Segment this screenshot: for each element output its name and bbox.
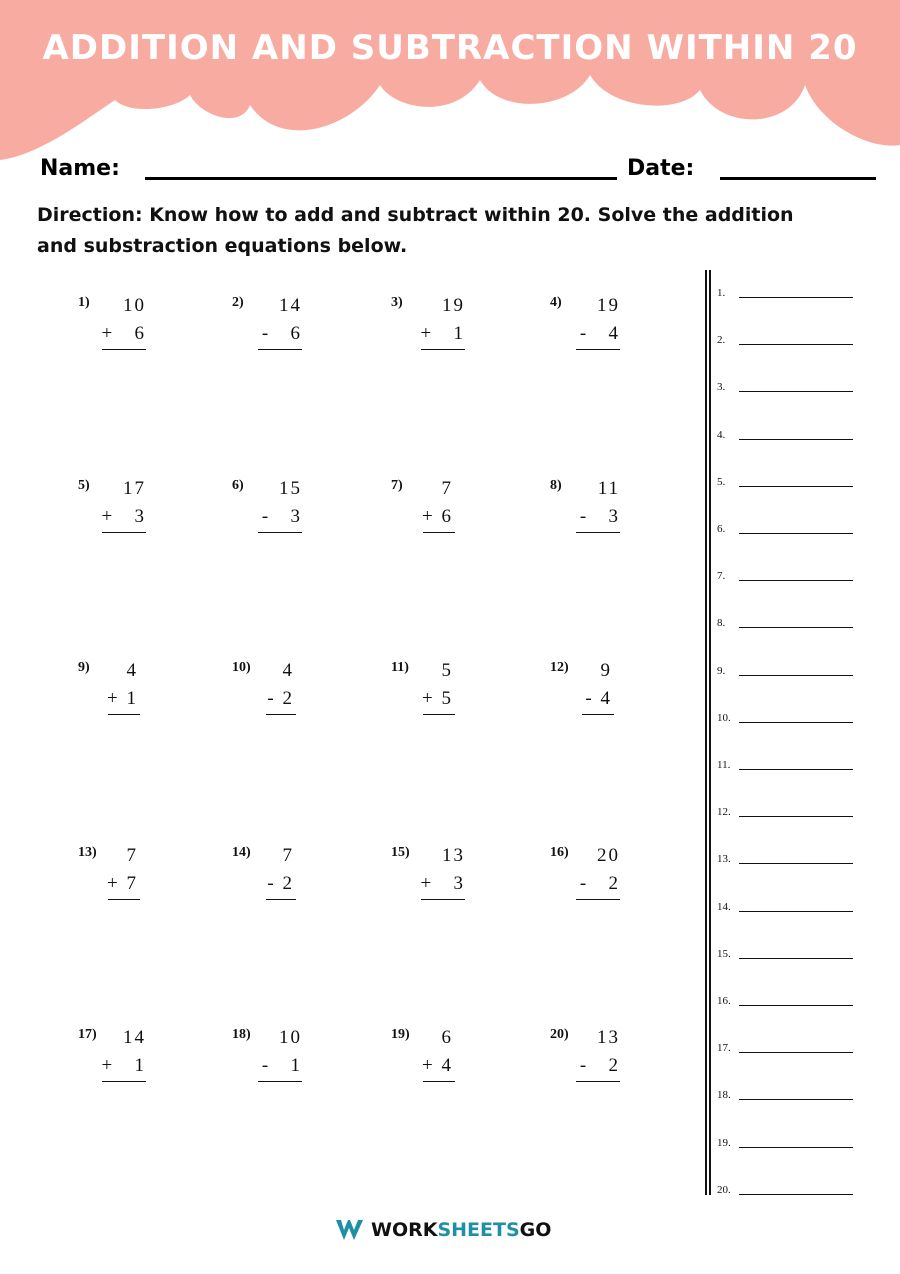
- problem-answer-line: [582, 714, 614, 715]
- problem-answer-line: [102, 1081, 146, 1082]
- answer-number: 4.: [717, 428, 726, 441]
- answer-number: 15.: [717, 947, 731, 960]
- problem-9: [78, 660, 146, 720]
- problem-number: 6): [232, 478, 244, 493]
- answer-blank[interactable]: [739, 675, 853, 676]
- problem-18: [232, 1027, 302, 1087]
- problem-4: [550, 295, 620, 355]
- problem-bottom-operand: - 2: [267, 688, 294, 709]
- problem-answer-line: [266, 899, 296, 900]
- problem-answer-line: [421, 349, 465, 350]
- problem-answer-line: [258, 532, 302, 533]
- name-label: Name:: [40, 156, 120, 181]
- answer-item: [717, 476, 725, 488]
- problem-answer-line: [423, 1081, 455, 1082]
- answer-number: 5.: [717, 475, 726, 488]
- answer-item: [717, 1184, 731, 1196]
- scalloped-banner: [0, 0, 900, 160]
- answer-blank[interactable]: [739, 722, 853, 723]
- problem-answer-line: [102, 532, 146, 533]
- answer-number: 19.: [717, 1136, 731, 1149]
- direction-text: Direction: Know how to add and subtract within 20. Solve the addition and substraction equations below.: [37, 204, 794, 257]
- problem-7: [391, 478, 465, 538]
- problem-12: [550, 660, 620, 720]
- problem-number: 1): [78, 295, 90, 310]
- answer-number: 2.: [717, 334, 726, 347]
- answer-blank[interactable]: [739, 580, 853, 581]
- problem-19: [391, 1027, 465, 1087]
- problem-number: 16): [550, 845, 569, 860]
- answer-blank[interactable]: [739, 958, 853, 959]
- problem-8: [550, 478, 620, 538]
- problem-answer-line: [102, 349, 146, 350]
- problem-bottom-operand: - 1: [261, 1055, 302, 1076]
- answer-number: 8.: [717, 617, 726, 630]
- problem-top-operand: 9: [600, 660, 612, 681]
- answer-number: 11.: [717, 759, 731, 771]
- problem-top-operand: 15: [279, 478, 302, 499]
- answer-blank[interactable]: [739, 1194, 853, 1195]
- problem-15: [391, 845, 465, 905]
- problem-top-operand: 10: [279, 1027, 302, 1048]
- problem-number: 13): [78, 845, 97, 860]
- problem-top-operand: 13: [442, 845, 465, 866]
- problem-answer-line: [421, 899, 465, 900]
- problem-number: 15): [391, 845, 410, 860]
- problem-number: 5): [78, 478, 90, 493]
- problem-13: [78, 845, 146, 905]
- answer-item: [717, 570, 725, 582]
- problem-bottom-operand: + 6: [101, 323, 146, 344]
- problem-answer-line: [108, 899, 140, 900]
- answer-blank[interactable]: [739, 486, 853, 487]
- problem-number: 17): [78, 1027, 97, 1042]
- answer-blank[interactable]: [739, 344, 853, 345]
- problem-1: [78, 295, 146, 355]
- answer-blank[interactable]: [739, 1005, 853, 1006]
- answer-item: [717, 1137, 731, 1149]
- problem-answer-line: [258, 1081, 302, 1082]
- problem-answer-line: [423, 532, 455, 533]
- answer-blank[interactable]: [739, 1147, 853, 1148]
- problem-11: [391, 660, 465, 720]
- problem-bottom-operand: + 1: [101, 1055, 146, 1076]
- answer-blank[interactable]: [739, 769, 853, 770]
- logo-text-work: WORK: [371, 1219, 438, 1241]
- problem-number: 9): [78, 660, 90, 675]
- answer-item: [717, 1089, 731, 1101]
- answer-item: [717, 429, 725, 441]
- problem-answer-line: [423, 714, 455, 715]
- answer-item: [717, 665, 725, 677]
- problem-top-operand: 10: [123, 295, 146, 316]
- problem-number: 18): [232, 1027, 251, 1042]
- answer-item: [717, 806, 731, 818]
- answer-number: 3.: [717, 381, 726, 394]
- answer-item: [717, 712, 731, 724]
- answer-blank[interactable]: [739, 627, 853, 628]
- problem-bottom-operand: - 3: [579, 506, 620, 527]
- problem-answer-line: [576, 349, 620, 350]
- problem-number: 3): [391, 295, 403, 310]
- date-field[interactable]: [720, 177, 876, 180]
- problem-bottom-operand: + 3: [420, 873, 465, 894]
- answer-item: [717, 948, 731, 960]
- answer-item: [717, 1042, 731, 1054]
- problem-top-operand: 7: [282, 845, 294, 866]
- answer-number: 10.: [717, 711, 731, 724]
- problem-answer-line: [576, 1081, 620, 1082]
- answer-item: [717, 617, 725, 629]
- problem-top-operand: 7: [126, 845, 138, 866]
- answer-item: [717, 334, 725, 346]
- problem-top-operand: 4: [126, 660, 138, 681]
- problem-number: 19): [391, 1027, 410, 1042]
- answer-number: 18.: [717, 1089, 731, 1102]
- problem-number: 7): [391, 478, 403, 493]
- answer-blank[interactable]: [739, 911, 853, 912]
- problem-top-operand: 4: [282, 660, 294, 681]
- answer-blank[interactable]: [739, 863, 853, 864]
- problem-answer-line: [576, 532, 620, 533]
- problem-bottom-operand: - 3: [261, 506, 302, 527]
- worksheet-title: ADDITION AND SUBTRACTION WITHIN 20: [42, 28, 858, 68]
- problem-answer-line: [266, 714, 296, 715]
- answer-number: 7.: [717, 570, 726, 583]
- problem-answer-line: [576, 899, 620, 900]
- problem-number: 4): [550, 295, 562, 310]
- answer-divider: [705, 270, 711, 1195]
- answer-item: [717, 901, 731, 913]
- problem-top-operand: 11: [597, 478, 620, 499]
- problem-number: 20): [550, 1027, 569, 1042]
- problem-5: [78, 478, 146, 538]
- problem-top-operand: 14: [279, 295, 302, 316]
- logo-text-go: GO: [519, 1219, 552, 1241]
- answer-blank[interactable]: [739, 297, 853, 298]
- name-field[interactable]: [145, 177, 617, 180]
- worksheetsgo-logo-icon: [335, 1218, 365, 1242]
- answer-blank[interactable]: [739, 533, 853, 534]
- answer-number: 14.: [717, 900, 731, 913]
- answer-number: 6.: [717, 523, 726, 535]
- answer-number: 13.: [717, 853, 731, 866]
- answer-item: [717, 523, 725, 535]
- problem-bottom-operand: - 2: [579, 873, 620, 894]
- problem-bottom-operand: + 1: [107, 688, 138, 709]
- problem-10: [232, 660, 302, 720]
- problem-bottom-operand: + 1: [420, 323, 465, 344]
- problem-bottom-operand: - 6: [261, 323, 302, 344]
- problem-top-operand: 13: [597, 1027, 620, 1048]
- problem-bottom-operand: + 5: [422, 688, 453, 709]
- answer-item: [717, 995, 731, 1007]
- problem-3: [391, 295, 465, 355]
- problem-top-operand: 7: [441, 478, 453, 499]
- problem-bottom-operand: + 7: [107, 873, 138, 894]
- problem-number: 10): [232, 660, 251, 675]
- problem-16: [550, 845, 620, 905]
- answer-number: 20.: [717, 1183, 731, 1196]
- answer-item: [717, 853, 731, 865]
- answer-blank[interactable]: [739, 439, 853, 440]
- answer-item: [717, 287, 725, 299]
- problem-6: [232, 478, 302, 538]
- problem-top-operand: 20: [597, 845, 620, 866]
- problem-answer-line: [108, 714, 140, 715]
- answer-number: 17.: [717, 1042, 731, 1055]
- problem-top-operand: 17: [123, 478, 146, 499]
- problem-bottom-operand: - 4: [585, 688, 612, 709]
- answer-blank[interactable]: [739, 816, 853, 817]
- problem-bottom-operand: + 4: [422, 1055, 453, 1076]
- problem-14: [232, 845, 302, 905]
- problem-17: [78, 1027, 146, 1087]
- date-label: Date:: [627, 156, 695, 181]
- problem-number: 2): [232, 295, 244, 310]
- problem-number: 11): [391, 660, 409, 675]
- answer-blank[interactable]: [739, 391, 853, 392]
- problem-20: [550, 1027, 620, 1087]
- problem-number: 14): [232, 845, 251, 860]
- answer-number: 1.: [717, 287, 726, 299]
- problem-2: [232, 295, 302, 355]
- problem-top-operand: 6: [441, 1027, 453, 1048]
- problem-bottom-operand: + 6: [422, 506, 453, 527]
- answer-blank[interactable]: [739, 1052, 853, 1053]
- problem-top-operand: 14: [123, 1027, 146, 1048]
- problem-top-operand: 19: [597, 295, 620, 316]
- problem-bottom-operand: - 4: [579, 323, 620, 344]
- problem-bottom-operand: + 3: [101, 506, 146, 527]
- problem-answer-line: [258, 349, 302, 350]
- problem-top-operand: 5: [441, 660, 453, 681]
- answer-number: 9.: [717, 664, 726, 677]
- answer-blank[interactable]: [739, 1099, 853, 1100]
- problem-number: 8): [550, 478, 562, 493]
- answer-item: [717, 381, 725, 393]
- answer-item: [717, 759, 730, 771]
- problem-bottom-operand: - 2: [579, 1055, 620, 1076]
- logo-text-sheets: SHEETS: [437, 1219, 520, 1241]
- name-date-row: [40, 156, 880, 186]
- answer-number: 12.: [717, 806, 731, 819]
- answer-number: 16.: [717, 995, 731, 1007]
- problem-number: 12): [550, 660, 569, 675]
- problem-bottom-operand: - 2: [267, 873, 294, 894]
- worksheetsgo-logo: [335, 1216, 551, 1244]
- problem-top-operand: 19: [442, 295, 465, 316]
